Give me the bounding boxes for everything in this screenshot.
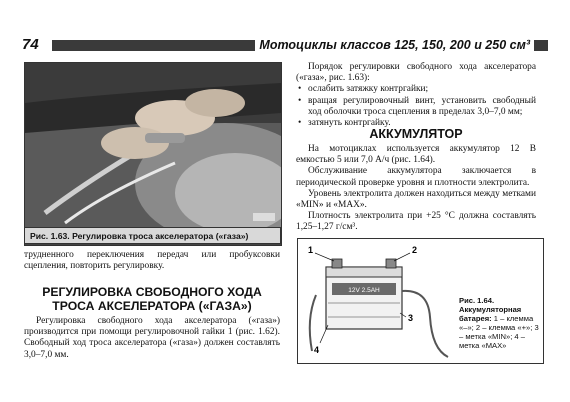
adjustment-procedure <box>296 62 536 129</box>
section-heading-battery: АККУМУЛЯТОР <box>369 127 463 141</box>
left-continuation-text <box>24 250 280 272</box>
callout-4: 4 <box>314 345 320 355</box>
list-item: • затянуть контргайку. <box>296 118 536 129</box>
figure-1-64-caption <box>459 296 539 350</box>
paragraph: Уровень электролита должен находиться между метками «MIN» и «MAX». <box>296 188 536 211</box>
callout-1: 1 <box>308 245 314 255</box>
battery-illustration <box>298 239 458 363</box>
paragraph: На мотоциклах используется аккумулятор 12 В емкостью 5 или 7,0 А/ч (рис. 1.64). <box>296 144 536 166</box>
battery-label: 12V 2.5AH <box>348 287 380 294</box>
callout-2: 2 <box>412 245 418 255</box>
figure-throttle-adjustment-photo <box>24 62 282 246</box>
paragraph: Обслуживание аккумулятора заключается в периодической проверке уровня и плотности электролита. <box>296 166 536 188</box>
throttle-photo-illustration <box>25 63 281 228</box>
paragraph: трудненного переключения передач или пробуксовки сцепления, повторить регулировку. <box>24 250 280 272</box>
battery-section-body <box>296 144 536 234</box>
caption-text: 1 – клемма «–»; 2 – клемма «+»; 3 – метка «MIN»; 4 – метка «MAX» <box>459 314 539 350</box>
caption-title: Рис. 1.64. Аккумуляторная батарея: <box>459 296 522 323</box>
running-title: Мотоциклы классов 125, 150, 200 и 250 см³ <box>255 36 534 54</box>
throttle-section-body <box>24 316 280 361</box>
paragraph: Порядок регулировки свободного хода акселератора («газа», рис. 1.63): <box>296 62 536 84</box>
page-header <box>22 36 548 54</box>
list-item: • ослабить затяжку контргайки; <box>296 84 536 95</box>
page-number: 74 <box>22 36 39 53</box>
figure-1-63-caption: Рис. 1.63. Регулировка троса акселератора («газа») <box>24 227 281 244</box>
list-item: • вращая регулировочный винт, установить свободный ход оболочки троса сцепления в пределах 3,0–7,0 мм; <box>296 96 536 118</box>
section-heading-throttle: РЕГУЛИРОВКА СВОБОДНОГО ХОДА ТРОСА АКСЕЛЕРАТОРА («ГАЗА») <box>42 285 262 313</box>
procedure-steps <box>296 84 536 129</box>
callout-3: 3 <box>408 313 414 323</box>
paragraph: Регулировка свободного хода акселератора («газа») производится при помощи регулировочной гайки 1 (рис. 1.62). Свободный ход троса акселератора («газа») должен составлять 3,0–7,0 мм. <box>24 316 280 360</box>
paragraph: Плотность электролита при +25 °С должна составлять 1,25–1,27 г/см³. <box>296 211 536 233</box>
header-bar-end <box>534 40 548 51</box>
